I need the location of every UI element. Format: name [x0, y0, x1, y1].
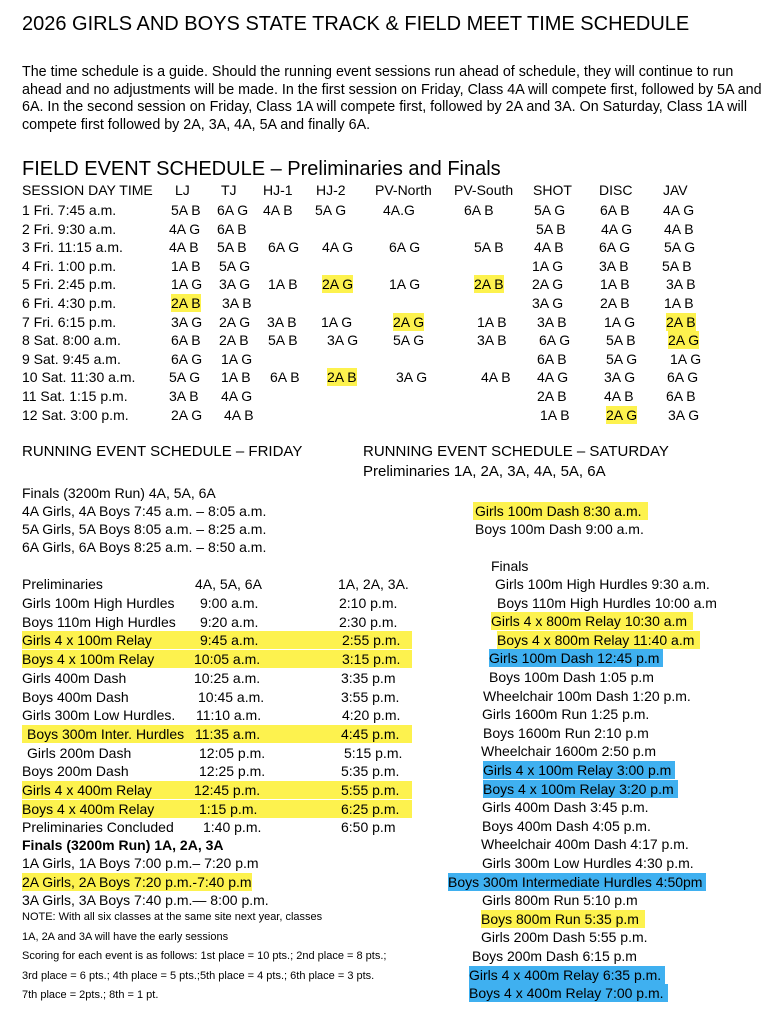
time-4a-5a-6a: 11:35 a.m.	[195, 725, 261, 742]
field-header-cell: TJ	[221, 182, 237, 198]
event-cell: 2A G	[532, 276, 564, 293]
time-4a-5a-6a: 1:40 p.m.	[203, 819, 262, 836]
time-4a-5a-6a: 12:05 p.m.	[199, 744, 266, 761]
event-cell: 3A G	[604, 369, 636, 386]
event-cell: 4A B	[604, 388, 634, 404]
event-cell: 4A B	[664, 220, 694, 237]
time-4a-5a-6a: 12:45 p.m.	[194, 782, 261, 798]
event-cell: 6A B	[270, 369, 300, 386]
field-table-row	[0, 387, 777, 405]
prelim-header-4a6a: 4A, 5A, 6A	[195, 576, 262, 592]
event-cell: 2A B	[474, 276, 504, 293]
event-cell: 1A G	[321, 313, 353, 330]
saturday-final: Girls 4 x 800m Relay 10:30 a.m	[491, 612, 693, 630]
event-cell: 1A B	[171, 257, 201, 274]
time-1a-2a-3a: 4:20 p.m.	[342, 707, 401, 724]
event-name: Girls 4 x 100m Relay	[22, 632, 152, 649]
field-table-row	[0, 313, 777, 331]
saturday-final: Wheelchair 1600m 2:50 p.m	[481, 743, 657, 760]
saturday-final: Boys 1600m Run 2:10 p.m	[483, 724, 649, 741]
event-cell: 1A B	[600, 276, 630, 293]
prelim-header-label: Preliminaries	[22, 576, 103, 592]
time-1a-2a-3a: 2:10 p.m.	[339, 595, 398, 611]
prelim-header-1a3a: 1A, 2A, 3A.	[338, 576, 409, 592]
event-cell: 3A B	[666, 276, 696, 293]
event-cell: 5A B	[171, 202, 201, 218]
field-header-cell: SHOT	[533, 182, 572, 198]
event-name: Boys 400m Dash	[22, 688, 129, 705]
event-cell: 6A G	[171, 350, 203, 367]
event-cell: 3A G	[668, 406, 700, 423]
session-time-cell: 4 Fri. 1:00 p.m.	[22, 257, 117, 274]
event-cell: 5A G	[393, 332, 425, 349]
field-table-row	[0, 294, 777, 312]
event-cell: 5A B	[217, 239, 247, 256]
time-1a-2a-3a: 4:45 p.m.	[341, 725, 400, 742]
event-cell: 4A B	[169, 239, 199, 256]
session-time-cell: 8 Sat. 8:00 a.m.	[22, 332, 121, 349]
event-cell: 1A B	[664, 295, 694, 311]
session-time-cell: 12 Sat. 3:00 p.m.	[22, 406, 129, 423]
event-cell: 4A.G	[383, 202, 415, 218]
note-line: Scoring for each event is as follows: 1st place = 10 pts.; 2nd place = 8 pts.;	[22, 950, 387, 962]
field-table-row	[0, 201, 777, 219]
event-name: Boys 110m High Hurdles	[22, 613, 176, 630]
event-cell: 5A B	[606, 332, 636, 349]
event-cell: 2A G	[322, 276, 354, 293]
time-4a-5a-6a: 10:45 a.m.	[198, 688, 265, 705]
event-cell: 4A G	[537, 369, 569, 386]
time-1a-2a-3a: 6:50 p.m	[341, 819, 396, 836]
session-time-cell: 9 Sat. 9:45 a.m.	[22, 350, 121, 367]
time-4a-5a-6a: 1:15 p.m.	[199, 800, 258, 817]
field-table-row	[0, 220, 777, 238]
field-header-cell: HJ-2	[316, 182, 346, 198]
session-time-cell: 1 Fri. 7:45 a.m.	[22, 202, 117, 218]
saturday-final: Girls 4 x 400m Relay 6:35 p.m.	[469, 966, 665, 984]
event-cell: 6A B	[600, 202, 630, 218]
field-header-cell: JAV	[663, 182, 688, 198]
event-cell: 2A G	[393, 313, 425, 330]
time-1a-2a-3a: 5:15 p.m.	[344, 744, 403, 761]
event-cell: 6A B	[171, 332, 201, 349]
event-cell: 4A B	[224, 406, 254, 423]
session-time-cell: 6 Fri. 4:30 p.m.	[22, 295, 117, 311]
event-cell: 6A B	[217, 220, 247, 237]
time-1a-2a-3a: 2:30 p.m.	[339, 613, 398, 630]
event-cell: 2A B	[600, 295, 630, 311]
finals-session: 4A Girls, 4A Boys 7:45 a.m. – 8:05 a.m.	[22, 503, 267, 519]
time-4a-5a-6a: 12:25 p.m.	[199, 763, 266, 780]
event-cell: 3A B	[537, 313, 567, 330]
time-1a-2a-3a: 2:55 p.m.	[342, 632, 401, 649]
saturday-final: Girls 1600m Run 1:25 p.m.	[482, 706, 650, 723]
event-cell: 1A G	[221, 350, 253, 367]
time-1a-2a-3a: 3:15 p.m.	[342, 651, 401, 668]
note-line: 1A, 2A and 3A will have the early sessions	[22, 930, 229, 943]
event-cell: 4A B	[481, 369, 511, 386]
saturday-final: Girls 200m Dash 5:55 p.m.	[481, 929, 648, 946]
event-cell: 5A G	[606, 350, 638, 367]
event-cell: 1A G	[604, 313, 636, 330]
saturday-final: Wheelchair 100m Dash 1:20 p.m.	[483, 687, 691, 704]
finals-session: 5A Girls, 5A Boys 8:05 a.m. – 8:25 a.m.	[22, 521, 267, 537]
event-cell: 2A G	[219, 313, 251, 330]
time-1a-2a-3a: 5:55 p.m.	[341, 782, 400, 798]
event-cell: 2A B	[327, 369, 357, 386]
event-cell: 1A G	[532, 257, 564, 274]
event-cell: 3A G	[219, 276, 251, 293]
event-cell: 2A G	[668, 332, 700, 349]
event-cell: 3A G	[171, 313, 203, 330]
event-cell: 6A G	[599, 239, 631, 256]
field-table-header	[0, 181, 777, 199]
note-line: 7th place = 2pts.; 8th = 1 pt.	[22, 989, 159, 1001]
event-cell: 6A B	[464, 202, 494, 218]
event-name: Boys 4 x 400m Relay	[22, 800, 155, 817]
event-cell: 6A G	[389, 239, 421, 256]
event-name: Boys 4 x 100m Relay	[22, 651, 155, 668]
event-cell: 1A G	[171, 276, 203, 293]
event-cell: 4A B	[534, 239, 564, 256]
field-table-row	[0, 406, 777, 424]
field-table-row	[0, 331, 777, 349]
event-name: Boys 200m Dash	[22, 763, 129, 780]
note-line: 3rd place = 6 pts.; 4th place = 5 pts.;5th place = 4 pts.; 6th place = 3 pts.	[22, 969, 375, 982]
event-cell: 3A B	[169, 388, 199, 404]
event-cell: 5A B	[662, 257, 692, 274]
field-table-row	[0, 238, 777, 256]
field-header-cell: HJ-1	[263, 182, 293, 198]
time-4a-5a-6a: 9:00 a.m.	[200, 595, 259, 611]
finals-session: 1A Girls, 1A Boys 7:00 p.m.– 7:20 p.m	[22, 855, 259, 871]
event-cell: 6A B	[537, 350, 567, 367]
session-time-cell: 10 Sat. 11:30 a.m.	[22, 369, 136, 386]
event-cell: 6A G	[667, 369, 699, 386]
event-cell: 5A G	[664, 239, 696, 256]
saturday-final: Boys 4 x 100m Relay 3:20 p.m	[483, 780, 678, 798]
event-cell: 5A B	[268, 332, 298, 349]
saturday-final: Boys 400m Dash 4:05 p.m.	[482, 817, 651, 834]
event-cell: 4A B	[263, 202, 293, 218]
event-cell: 4A G	[601, 220, 633, 237]
event-cell: 3A B	[267, 313, 297, 330]
event-cell: 1A B	[477, 313, 507, 330]
finals-session: 3A Girls, 3A Boys 7:40 p.m.— 8:00 p.m.	[22, 892, 269, 908]
finals-title: Finals	[491, 558, 529, 574]
finals-title: Finals (3200m Run) 1A, 2A, 3A	[22, 837, 224, 853]
saturday-final: Boys 4 x 400m Relay 7:00 p.m.	[469, 984, 668, 1002]
finals-title: Finals (3200m Run) 4A, 5A, 6A	[22, 485, 216, 501]
event-cell: 4A G	[663, 202, 695, 218]
event-name: Preliminaries Concluded	[22, 819, 174, 836]
event-cell: 6A G	[217, 202, 249, 218]
event-cell: 3A G	[327, 332, 359, 349]
event-cell: 6A G	[539, 332, 571, 349]
event-cell: 1A B	[221, 369, 251, 386]
event-cell: 4A G	[169, 220, 201, 237]
field-header-cell: SESSION DAY TIME	[22, 182, 153, 198]
event-cell: 1A G	[670, 350, 702, 367]
event-cell: 2A G	[171, 406, 203, 423]
event-cell: 5A G	[219, 257, 251, 274]
session-time-cell: 5 Fri. 2:45 p.m.	[22, 276, 117, 293]
event-cell: 5A B	[536, 220, 566, 237]
session-time-cell: 7 Fri. 6:15 p.m.	[22, 313, 117, 330]
saturday-final: Girls 100m Dash 12:45 p.m	[489, 649, 663, 667]
saturday-final: Boys 200m Dash 6:15 p.m	[472, 948, 637, 964]
event-name: Girls 200m Dash	[27, 744, 132, 761]
finals-session: 2A Girls, 2A Boys 7:20 p.m.-7:40 p.m	[22, 873, 252, 890]
saturday-final: Boys 300m Intermediate Hurdles 4:50pm	[448, 873, 706, 891]
saturday-final: Girls 800m Run 5:10 p.m	[482, 892, 638, 909]
event-cell: 2A B	[219, 332, 249, 349]
event-name: Girls 400m Dash	[22, 669, 127, 686]
time-1a-2a-3a: 6:25 p.m.	[341, 800, 400, 817]
event-cell: 6A G	[268, 239, 300, 256]
time-1a-2a-3a: 5:35 p.m.	[341, 763, 400, 780]
saturday-heading: RUNNING EVENT SCHEDULE – SATURDAY	[363, 443, 669, 460]
event-cell: 1A B	[268, 276, 298, 293]
field-event-heading: FIELD EVENT SCHEDULE – Preliminaries and Finals	[22, 158, 501, 180]
event-cell: 5A B	[474, 239, 504, 256]
finals-session: 6A Girls, 6A Boys 8:25 a.m. – 8:50 a.m.	[22, 539, 267, 555]
event-cell: 5A G	[315, 202, 347, 218]
event-cell: 5A G	[169, 369, 201, 386]
saturday-final: Wheelchair 400m Dash 4:17 p.m.	[481, 836, 689, 853]
event-cell: 3A B	[222, 295, 252, 311]
event-cell: 2A G	[606, 406, 638, 423]
event-name: Boys 300m Inter. Hurdles	[27, 725, 185, 742]
saturday-final: Girls 300m Low Hurdles 4:30 p.m.	[482, 855, 694, 871]
note-line: NOTE: With all six classes at the same site next year, classes	[22, 911, 323, 923]
saturday-final: Boys 800m Run 5:35 p.m	[481, 910, 645, 928]
field-table-row	[0, 275, 777, 293]
event-cell: 4A G	[221, 388, 253, 404]
saturday-final: Girls 4 x 100m Relay 3:00 p.m	[483, 761, 675, 779]
session-time-cell: 3 Fri. 11:15 a.m.	[22, 239, 123, 256]
field-table-row	[0, 368, 777, 386]
saturday-prelim: Boys 100m Dash 9:00 a.m.	[475, 521, 644, 537]
time-4a-5a-6a: 10:25 a.m.	[194, 669, 261, 686]
session-time-cell: 11 Sat. 1:15 p.m.	[22, 388, 128, 404]
time-1a-2a-3a: 3:55 p.m.	[341, 688, 400, 705]
time-4a-5a-6a: 9:45 a.m.	[200, 632, 259, 649]
time-4a-5a-6a: 11:10 a.m.	[196, 707, 262, 724]
field-table-row	[0, 257, 777, 275]
page-title: 2026 GIRLS AND BOYS STATE TRACK & FIELD MEET TIME SCHEDULE	[22, 13, 690, 35]
event-cell: 3A G	[396, 369, 428, 386]
event-cell: 1A G	[389, 276, 421, 293]
saturday-final: Girls 100m High Hurdles 9:30 a.m.	[495, 576, 710, 592]
field-table-row	[0, 350, 777, 368]
time-1a-2a-3a: 3:35 p.m	[341, 669, 396, 686]
event-cell: 2A B	[171, 295, 201, 311]
event-name: Girls 4 x 400m Relay	[22, 782, 152, 798]
saturday-final: Boys 110m High Hurdles 10:00 a.m	[497, 594, 717, 611]
event-cell: 5A G	[534, 202, 566, 218]
saturday-final: Boys 4 x 800m Relay 11:40 a.m	[497, 631, 700, 649]
saturday-final: Girls 400m Dash 3:45 p.m.	[482, 799, 649, 816]
event-cell: 3A B	[477, 332, 507, 349]
saturday-prelim: Girls 100m Dash 8:30 a.m.	[473, 502, 648, 520]
field-header-cell: DISC	[599, 182, 633, 198]
session-time-cell: 2 Fri. 9:30 a.m.	[22, 220, 117, 237]
field-header-cell: LJ	[175, 182, 190, 198]
time-4a-5a-6a: 9:20 a.m.	[200, 613, 259, 630]
time-4a-5a-6a: 10:05 a.m.	[194, 651, 261, 668]
event-cell: 6A B	[666, 388, 696, 404]
event-cell: 3A G	[532, 295, 564, 311]
event-name: Girls 300m Low Hurdles.	[22, 707, 176, 724]
event-name: Girls 100m High Hurdles	[22, 595, 175, 611]
event-cell: 2A B	[537, 388, 567, 404]
event-cell: 4A G	[322, 239, 354, 256]
field-header-cell: PV-North	[375, 182, 432, 198]
intro-paragraph: The time schedule is a guide. Should the running event sessions run ahead of schedule, they will continue to run ahead and no adjustments will be made. In the first session on Friday, Class 4A will compete first, followed by 5A and 6A. In the second session on Friday, Class 1A will compete first, followed by 2A and 3A. On Saturday, Class 1A will compete first followed by 2A, 3A, 4A, 5A and finally 6A.	[22, 64, 762, 133]
event-cell: 1A B	[540, 406, 570, 423]
field-header-cell: PV-South	[454, 182, 514, 198]
event-cell: 2A B	[666, 313, 696, 330]
event-cell: 3A B	[599, 257, 629, 274]
saturday-subheading: Preliminaries 1A, 2A, 3A, 4A, 5A, 6A	[363, 463, 606, 480]
friday-heading: RUNNING EVENT SCHEDULE – FRIDAY	[22, 443, 303, 460]
saturday-final: Boys 100m Dash 1:05 p.m	[489, 669, 654, 685]
